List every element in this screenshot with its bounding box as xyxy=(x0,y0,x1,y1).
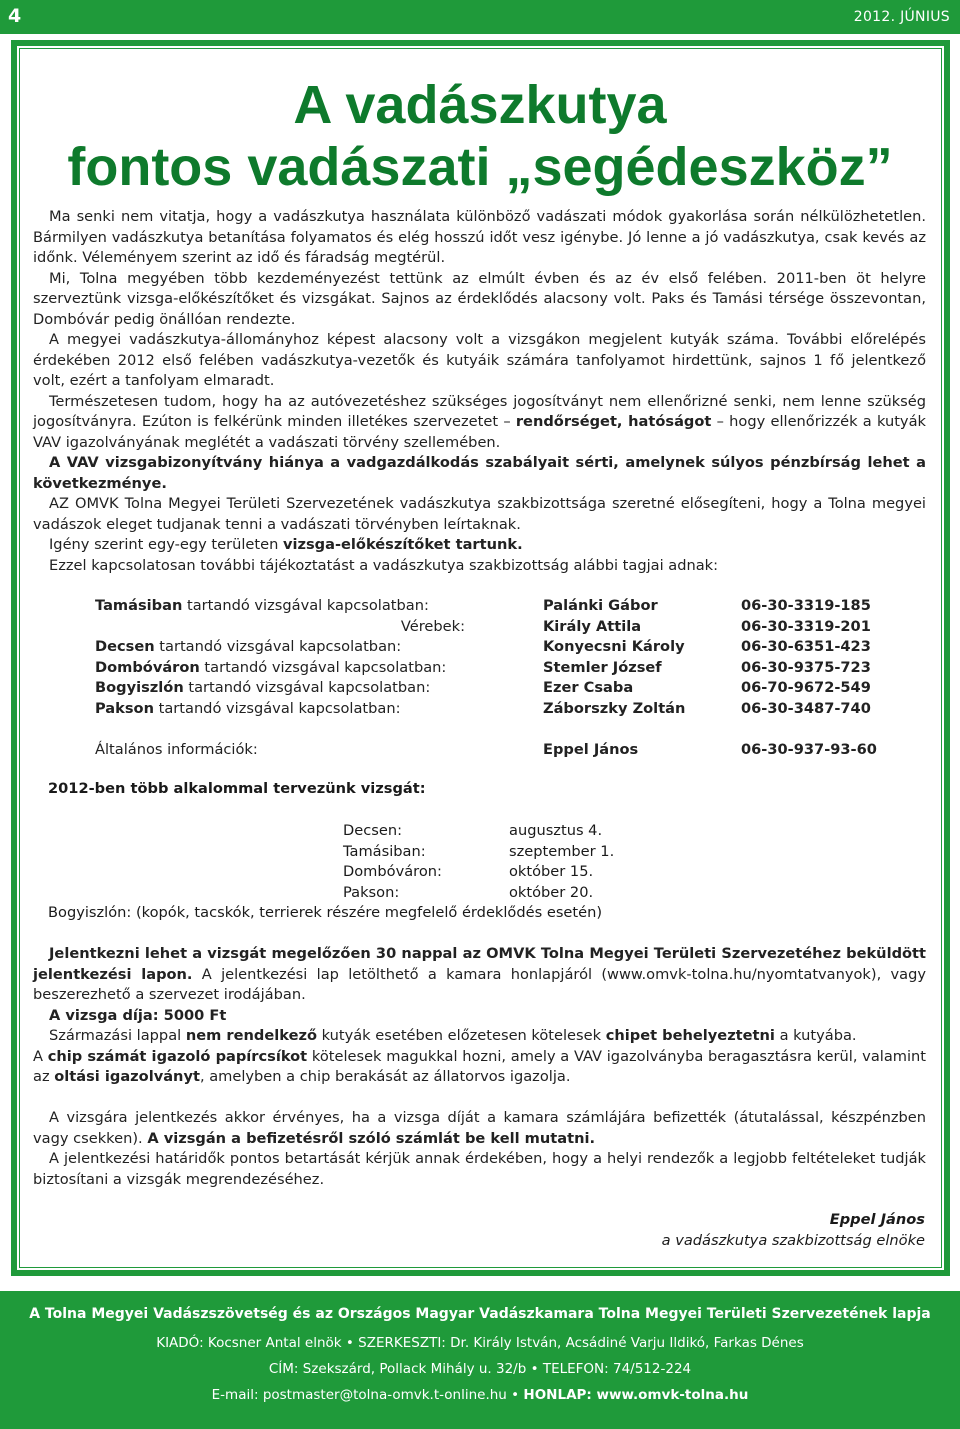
text-bold: chip számát igazoló papírcsíkot xyxy=(47,1047,308,1065)
contact-name: Eppel János xyxy=(543,740,639,758)
schedule-date: szeptember 1. xyxy=(509,842,615,860)
text-span: Származási lappal xyxy=(49,1027,186,1044)
footer-email: E-mail: postmaster@tolna-omvk.t-online.hu • xyxy=(211,1387,524,1403)
contact-label xyxy=(95,637,401,658)
text-bold: vizsga-előkészítőket tartunk. xyxy=(282,536,523,553)
paragraph-warning xyxy=(33,453,926,494)
contact-row xyxy=(0,658,960,679)
page-number: 4 xyxy=(8,5,22,27)
contact-label: Vérebek: xyxy=(400,617,465,635)
contact-place: Pakson xyxy=(95,699,154,717)
schedule-date: október 15. xyxy=(509,863,594,880)
footer-website: HONLAP: www.omvk-tolna.hu xyxy=(523,1387,749,1403)
contact-suffix: tartandó vizsgával kapcsolatban: xyxy=(183,679,431,696)
contact-suffix: tartandó vizsgával kapcsolatban: xyxy=(154,638,402,655)
schedule-place: Dombóváron: xyxy=(343,863,442,880)
text-bold: A vizsga díja: 5000 Ft xyxy=(49,1006,227,1024)
contact-phone: 06-30-3319-201 xyxy=(741,617,871,635)
closing-section xyxy=(33,1108,926,1190)
contact-label xyxy=(95,596,429,617)
contact-name: Stemler József xyxy=(543,658,662,676)
contact-suffix: tartandó vizsgával kapcsolatban: xyxy=(182,597,429,614)
text-span: A jelentkezési lap letölthető a kamara honlapjáról (www.omvk-tolna.hu/nyomtatvanyok), vagy beszerezhető a szervezet irodájában. xyxy=(33,965,927,1003)
schedule-date: október 20. xyxy=(509,883,594,901)
contact-name: Záborszky Zoltán xyxy=(543,699,686,717)
signature-role: a vadászkutya szakbizottság elnöke xyxy=(661,1232,925,1249)
contact-phone: 06-30-3319-185 xyxy=(741,597,871,614)
paragraph: Mi, Tolna megyében több kezdeményezést tettünk az elmúlt évben és az év első felében. 2011-ben öt helyre szerveztünk vizsga-előkészítőket és vizsgákat. Sajnos az érdeklődés alacsony volt. Paks és Tamási térsége összevontan, Dombóvár pedig önállóan rendezte. xyxy=(33,269,926,328)
paragraph: AZ OMVK Tolna Megyei Területi Szervezetének vadászkutya szakbizottsága szeretné elősegíteni, hogy a Tolna megyei vadászok eleget tudjanak tenni a vadászati törvényben leírtaknak. xyxy=(33,495,926,533)
text-bold: A vizsgán a befizetésről szóló számlát be kell mutatni. xyxy=(147,1129,596,1147)
contact-name: Konyecsni Károly xyxy=(543,638,685,655)
application-section xyxy=(33,944,926,1088)
schedule-place: Decsen: xyxy=(343,822,402,839)
article-title-line2: fontos vadászati „segédeszköz” xyxy=(67,137,893,197)
contact-label xyxy=(95,658,446,679)
contact-label xyxy=(95,699,401,720)
top-bar xyxy=(0,0,960,34)
contact-phone: 06-30-6351-423 xyxy=(741,638,871,655)
text-span: Természetesen tudom, hogy ha az autóvezetéshez szükséges jogosítványt nem ellenőrizné senki, nem lenne szükség jogosítványra. Ezúton is felkérünk minden illetékes szervezetet – xyxy=(33,392,926,430)
text-bold: 2012-ben több alkalommal tervezünk vizsgát xyxy=(48,780,420,797)
exam-fee xyxy=(33,1006,926,1027)
paragraph xyxy=(33,1047,926,1088)
footer-editors-line: KIADÓ: Kocsner Antal elnök • SZERKESZTI: Dr. Király István, Acsádiné Varju Ildikó, Farkas Dénes xyxy=(156,1335,804,1351)
contact-row xyxy=(0,678,960,699)
contact-name: Palánki Gábor xyxy=(543,597,658,614)
text-bold: oltási igazolványt xyxy=(54,1068,200,1085)
plan-heading xyxy=(48,780,426,797)
footer-address-line: CÍM: Szekszárd, Pollack Mihály u. 32/b • TELEFON: 74/512-224 xyxy=(268,1361,692,1377)
issue-date: 2012. JÚNIUS xyxy=(853,9,950,25)
text-span: kötelesek magukkal hozni, amely a VAV igazolványba beragasztásra kerül, valamint az xyxy=(33,1047,927,1085)
contact-suffix: tartandó vizsgával kapcsolatban: xyxy=(199,658,447,676)
contact-phone: 06-30-937-93-60 xyxy=(741,740,877,758)
contact-place: Dombóváron xyxy=(95,658,200,676)
contact-row xyxy=(0,596,960,617)
footer-contact-line xyxy=(0,1387,960,1403)
contact-row xyxy=(0,617,960,638)
text-span: A vizsgára jelentkezés akkor érvényes, ha a vizsga díját a kamara számlájára befizették (átutalással, készpénzben vagy csekken). xyxy=(33,1109,926,1147)
contact-phone: 06-70-9672-549 xyxy=(741,679,871,696)
contact-phone: 06-30-3487-740 xyxy=(741,699,871,717)
contact-label xyxy=(95,678,430,699)
text-span: A xyxy=(33,1047,48,1065)
text-span: Igény szerint egy-egy területen xyxy=(49,536,283,553)
footer xyxy=(0,1291,960,1429)
contact-suffix: tartandó vizsgával kapcsolatban: xyxy=(153,699,401,717)
text-bold: A VAV vizsgabizonyítvány hiánya a vadgazdálkodás szabályait sérti, amelynek súlyos pénzbírság lehet a következménye. xyxy=(33,454,926,492)
paragraph: Ezzel kapcsolatosan további tájékoztatást a vadászkutya szakbizottság alábbi tagjai adnak: xyxy=(49,556,719,574)
intro-section xyxy=(33,207,926,576)
contact-label: Általános információk: xyxy=(95,740,258,758)
contact-place: Tamásiban xyxy=(95,597,183,614)
contact-row xyxy=(0,699,960,720)
contact-place: Bogyiszlón xyxy=(95,679,184,696)
schedule-date: augusztus 4. xyxy=(509,822,603,839)
footer-publisher-line: A Tolna Megyei Vadászszövetség és az Országos Magyar Vadászkamara Tolna Megyei Területi Szervezetének lapja xyxy=(29,1306,931,1322)
signature-name: Eppel János xyxy=(829,1211,925,1228)
paragraph xyxy=(33,944,926,1006)
text-span: – hogy ellenőrizzék a kutyák VAV igazolványának meglétét a vadászati törvény szellemében. xyxy=(33,413,926,451)
contact-name: Király Attila xyxy=(543,617,642,635)
paragraph: A jelentkezési határidők pontos betartását kérjük annak érdekében, hogy a helyi rendezők a legjobb feltételeket tudják biztosítani a vizsgák megrendezéséhez. xyxy=(33,1150,926,1188)
contact-row xyxy=(0,637,960,658)
contact-phone: 06-30-9375-723 xyxy=(741,658,871,676)
schedule-place: Tamásiban: xyxy=(343,842,426,860)
text-bold: rendőrséget, hatóságot xyxy=(515,413,712,430)
text-span: , amelyben a chip berakását az állatorvos igazolja. xyxy=(199,1068,571,1085)
contact-name: Ezer Csaba xyxy=(543,679,634,696)
paragraph: Ma senki nem vitatja, hogy a vadászkutya használata különböző vadászati módok gyakorlása során nélkülözhetetlen. Bármilyen vadászkutya betanítása folyamatos és elég hosszú időt vesz igénybe. Jó lenne a jó vadászkutya, csak kevés az időnk. Véleményem szerint az idő és fáradság megtérül. xyxy=(33,208,926,266)
paragraph xyxy=(33,535,926,556)
article-title-line1: A vadászkutya xyxy=(293,75,667,135)
text-bold: Jelentkezni lehet a vizsgát megelőzően 30 nappal az OMVK Tolna Megyei Területi Szervezetéhez beküldött jelentkezési lapon. xyxy=(33,945,926,983)
schedule-note: Bogyiszlón: (kopók, tacskók, terrierek részére megfelelő érdeklődés esetén) xyxy=(48,904,603,921)
text-span: : xyxy=(419,780,426,797)
contact-place: Decsen xyxy=(95,638,155,655)
contact-row-general xyxy=(0,740,960,761)
paragraph xyxy=(33,392,926,454)
paragraph xyxy=(33,1108,926,1149)
paragraph: A megyei vadászkutya-állományhoz képest alacsony volt a vizsgákon megjelent kutyák száma. További előrelépés érdekében 2012 első felében vadászkutya-vezetők és kutyáik számára tanfolyamot hirdettünk, sajnos 1 fő jelentkező volt, ezért a tanfolyam elmaradt. xyxy=(33,331,926,389)
text-bold: chipet behelyeztetni xyxy=(605,1027,775,1044)
schedule-place: Pakson: xyxy=(343,883,400,901)
text-span: a kutyába. xyxy=(774,1027,857,1044)
text-span: kutyák esetében előzetesen kötelesek xyxy=(316,1027,606,1044)
paragraph xyxy=(33,1026,926,1047)
text-bold: nem rendelkező xyxy=(185,1027,317,1044)
